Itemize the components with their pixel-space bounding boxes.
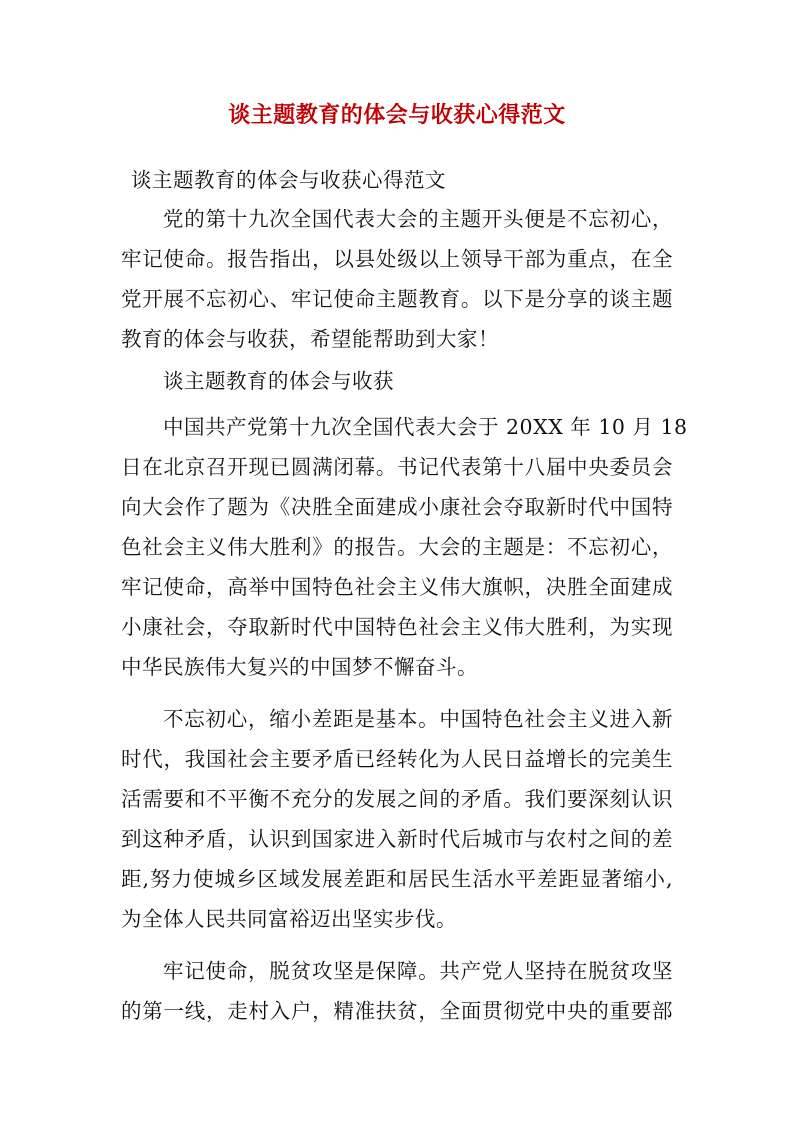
- paragraph-line: 为全体人民共同富裕迈出坚实步伐。: [121, 907, 457, 931]
- paragraph-line: 党开展不忘初心、牢记使命主题教育。以下是分享的谈主题: [121, 287, 673, 311]
- paragraph-line: 的第一线，走村入户，精准扶贫，全面贯彻党中央的重要部: [121, 999, 673, 1023]
- paragraph-line: 牢记使命。报告指出，以县处级以上领导干部为重点，在全: [121, 247, 673, 271]
- paragraph-line: 活需要和不平衡不充分的发展之间的矛盾。我们要深刻认识: [121, 787, 673, 811]
- paragraph-line: 距,努力使城乡区域发展差距和居民生活水平差距显著缩小,: [121, 867, 673, 891]
- subtitle-line: 谈主题教育的体会与收获心得范文: [131, 168, 446, 192]
- paragraph-line: 向大会作了题为《决胜全面建成小康社会夺取新时代中国特: [121, 495, 673, 519]
- paragraph-line: 牢记使命，高举中国特色社会主义伟大旗帜，决胜全面建成: [121, 575, 673, 599]
- paragraph-line: 中国共产党第十九次全国代表大会于 20XX 年 10 月 18: [163, 415, 688, 439]
- paragraph-line: 色社会主义伟大胜利》的报告。大会的主题是：不忘初心，: [121, 535, 673, 559]
- paragraph-line: 小康社会，夺取新时代中国特色社会主义伟大胜利，为实现: [121, 615, 673, 639]
- paragraph-line: 日在北京召开现已圆满闭幕。书记代表第十八届中央委员会: [121, 455, 673, 479]
- paragraph-line: 时代，我国社会主要矛盾已经转化为人民日益增长的完美生: [121, 747, 673, 771]
- paragraph-line: 到这种矛盾，认识到国家进入新时代后城市与农村之间的差: [121, 827, 673, 851]
- paragraph-line: 牢记使命，脱贫攻坚是保障。共产党人坚持在脱贫攻坚: [163, 959, 673, 983]
- paragraph-line: 教育的体会与收获，希望能帮助到大家！: [121, 327, 499, 351]
- paragraph-line: 党的第十九次全国代表大会的主题开头便是不忘初心，: [163, 207, 673, 231]
- document-title: 谈主题教育的体会与收获心得范文: [228, 102, 566, 128]
- section-heading: 谈主题教育的体会与收获: [163, 369, 394, 393]
- paragraph-line: 中华民族伟大复兴的中国梦不懈奋斗。: [121, 655, 478, 679]
- paragraph-line: 不忘初心，缩小差距是基本。中国特色社会主义进入新: [163, 707, 673, 731]
